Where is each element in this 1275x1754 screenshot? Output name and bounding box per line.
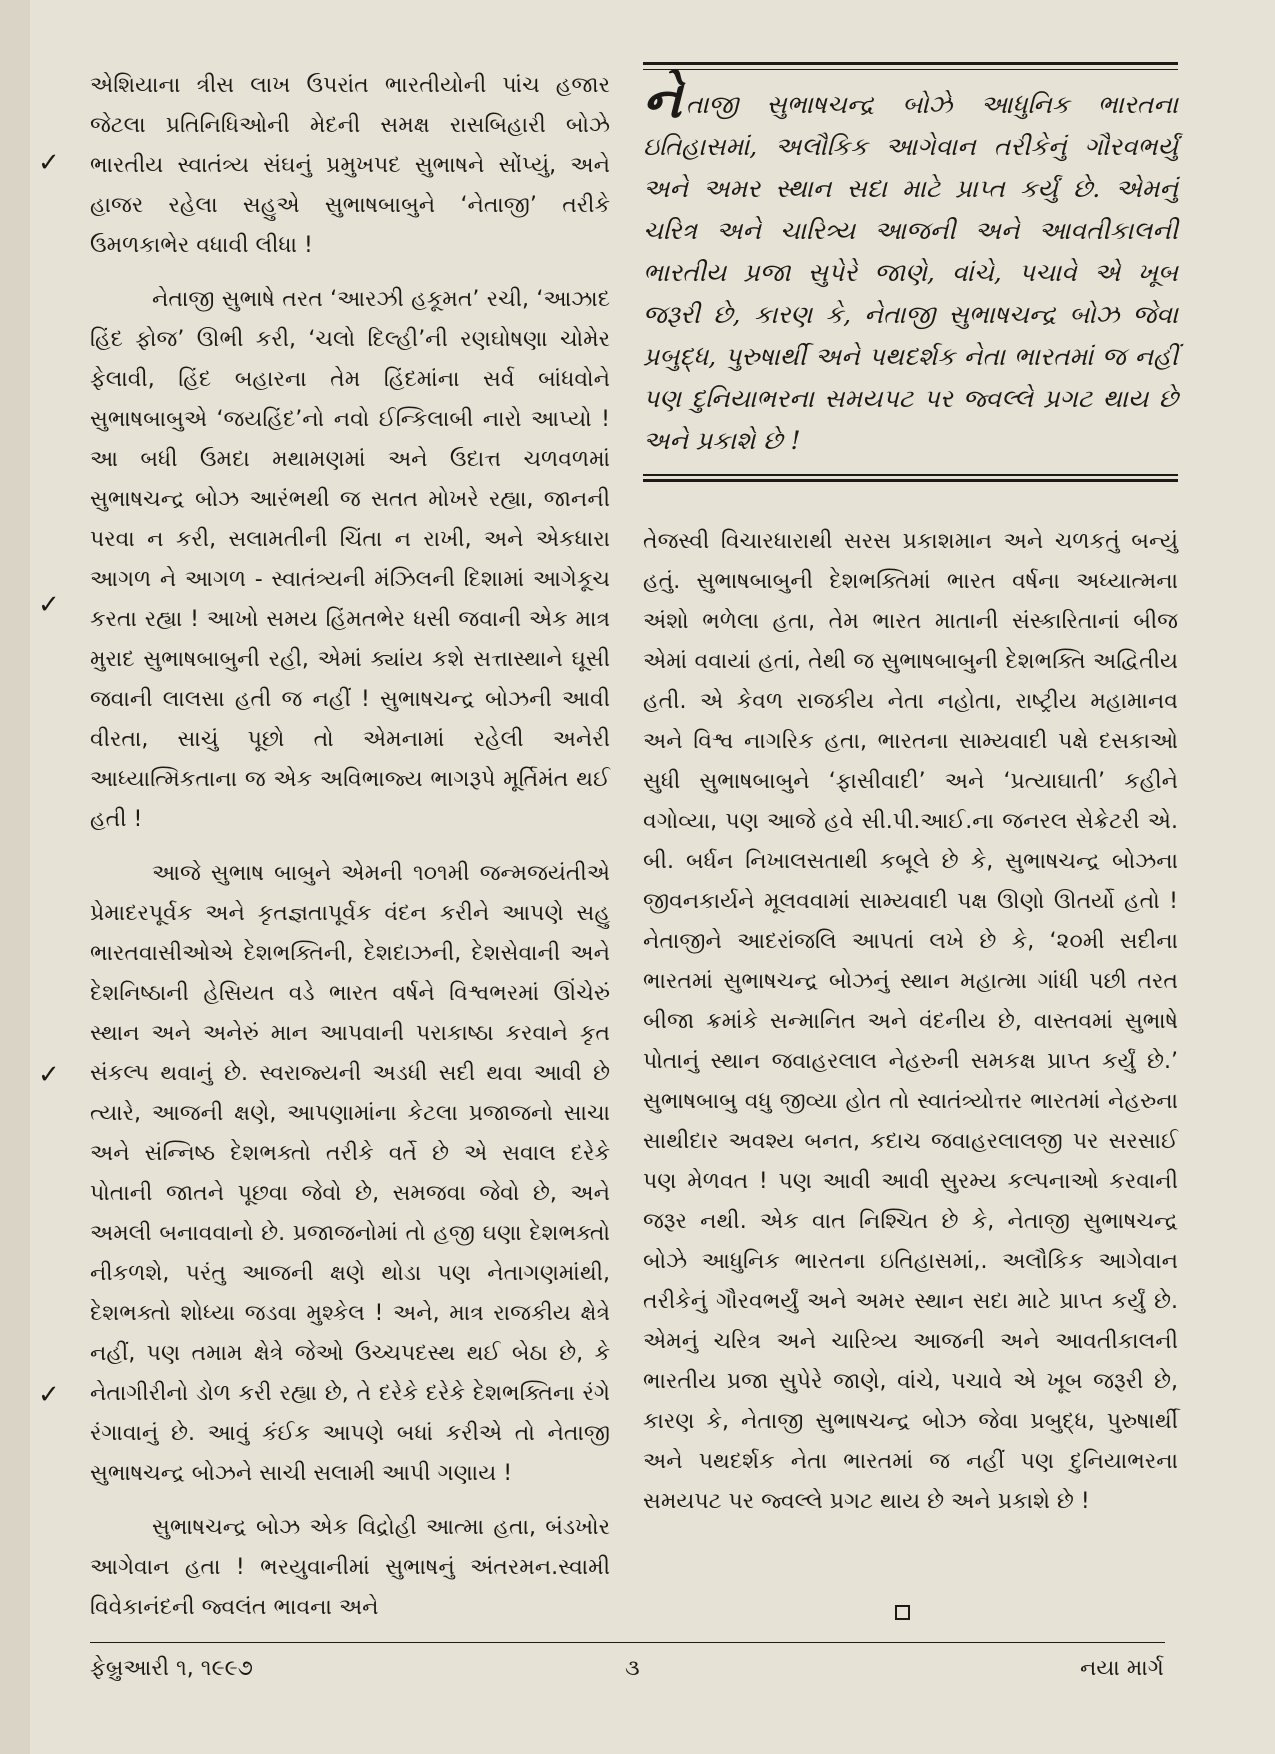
margin-tick-mark: ✓ <box>38 590 60 620</box>
top-rule <box>643 62 1178 65</box>
margin-tick-mark: ✓ <box>38 148 60 178</box>
bottom-rule-thick <box>643 479 1178 482</box>
highlight-box <box>643 62 1178 482</box>
paragraph: તેજસ્વી વિચારધારાથી સરસ પ્રકાશમાન અને ચળકતું બન્યું હતું. સુભાષબાબુની દેશભક્તિમાં ભારત વર્ષના અધ્યાત્મના અંશો ભળેલા હતા, તેમ ભારત માતાની સંસ્કારિતાનાં બીજ એમાં વવાયાં હતાં, તેથી જ સુભાષબાબુની દેશભક્તિ અદ્વિતીય હતી. એ કેવળ રાજકીય નેતા નહોતા, રાષ્ટ્રીય મહામાનવ અને વિશ્વ નાગરિક હતા, ભારતના સામ્યવાદી પક્ષે દસકાઓ સુધી સુભાષબાબુને ‘ફાસીવાદી’ અને ‘પ્રત્યાઘાતી’ કહીને વગોવ્યા, પણ આજે હવે સી.પી.આઈ.ના જનરલ સેક્રેટરી એ. બી. બર્ધન નિખાલસતાથી કબૂલે છે કે, સુભાષચન્દ્ર બોઝના જીવનકાર્યને મૂલવવામાં સામ્યવાદી પક્ષ ઊણો ઊતર્યો હતો ! નેતાજીને આદરાંજલિ આપતાં લખે છે કે, ‘૨૦મી સદીના ભારતમાં સુભાષચન્દ્ર બોઝનું સ્થાન મહાત્મા ગાંધી પછી તરત બીજા ક્રમાંકે સન્માનિત અને વંદનીય છે, વાસ્તવમાં સુભાષે પોતાનું સ્થાન જવાહરલાલ નેહરુની સમકક્ષ પ્રાપ્ત કર્યું છે.’ સુભાષબાબુ વધુ જીવ્યા હોત તો સ્વાતંત્ર્યોત્તર ભારતમાં નેહરુના સાથીદાર અવશ્ય બનત, કદાચ જવાહરલાલજી પર સરસાઈ પણ મેળવત ! પણ આવી આવી સુરમ્ય કલ્પનાઓ કરવાની જરૂર નથી. એક વાત નિશ્ચિત છે કે, નેતાજી સુભાષચન્દ્ર બોઝે આધુનિક ભારતના ઇતિહાસમાં,. અલૌકિક આગેવાન તરીકેનું ગૌરવભર્યું અને અમર સ્થાન સદા માટે પ્રાપ્ત કર્યું છે. એમનું ચરિત્ર અને ચારિત્ર્ય આજની અને આવતીકાલની ભારતીય પ્રજા સુપેરે જાણે, વાંચે, પચાવે એ ખૂબ જરૂરી છે, કારણ કે, નેતાજી સુભાષચન્દ્ર બોઝ જેવા પ્રબુદ્ધ, પુરુષાર્થી અને પથદર્શક નેતા ભારતમાં જ નહીં પણ દુનિયાભરના સમયપટ પર જ્વલ્લે પ્રગટ થાય છે અને પ્રકાશે છે ! <box>643 529 1178 1514</box>
top-rule-thin <box>643 69 1178 70</box>
footer-date: ફેબ્રુઆરી ૧, ૧૯૯૭ <box>90 1656 253 1681</box>
end-mark-icon <box>895 1605 910 1620</box>
highlight-quote <box>643 69 1178 462</box>
paragraph: આજે સુભાષ બાબુને એમની ૧૦૧મી જન્મજયંતીએ પ્રેમાદરપૂર્વક અને કૃતજ્ઞતાપૂર્વક વંદન કરીને આપણે સહુ ભારતવાસીઓએ દેશભક્તિની, દેશદાઝની, દેશસેવાની અને દેશનિષ્ઠાની હેસિયત વડે ભારત વર્ષને વિશ્વભરમાં ઊંચેરું સ્થાન અને અનેરું માન આપવાની પરાકાષ્ઠા કરવાને કૃત સંકલ્પ થવાનું છે. સ્વરાજ્યની અડધી સદી થવા આવી છે ત્યારે, આજની ક્ષણે, આપણામાંના કેટલા પ્રજાજનો સાચા અને સંન્નિષ્ઠ દેશભક્તો તરીકે વર્તે છે એ સવાલ દરેકે પોતાની જાતને પૂછવા જેવો છે, સમજવા જેવો છે, અને અમલી બનાવવાનો છે. પ્રજાજનોમાં તો હજી ઘણા દેશભક્તો નીકળશે, પરંતુ આજની ક્ષણે થોડા પણ નેતાગણમાંથી, દેશભક્તો શોધ્યા જડવા મુશ્કેલ ! અને, માત્ર રાજકીય ક્ષેત્રે નહીં, પણ તમામ ક્ષેત્રે જેઓ ઉચ્ચપદસ્થ થઈ બેઠા છે, કે નેતાગીરીનો ડોળ કરી રહ્યા છે, તે દરેકે દરેકે દેશભક્તિના રંગે રંગાવાનું છે. આવું કંઈક આપણે બધાં કરીએ તો નેતાજી સુભાષચન્દ્ર બોઝને સાચી સલામી આપી ગણાય ! <box>90 861 610 1486</box>
right-column <box>643 522 1178 1536</box>
left-column <box>90 66 610 1642</box>
paragraph: એશિયાના ત્રીસ લાખ ઉપરાંત ભારતીયોની પાંચ હજાર જેટલા પ્રતિનિધિઓની મેદની સમક્ષ રાસબિહારી બોઝે ભારતીય સ્વાતંત્ર્ય સંઘનું પ્રમુખપદ સુભાષને સોંપ્યું, અને હાજર રહેલા સહુએ સુભાષબાબુને ‘નેતાજી’ તરીકે ઉમળકાભેર વધાવી લીધા ! <box>90 73 610 258</box>
paragraph: સુભાષચન્દ્ર બોઝ એક વિદ્રોહી આત્મા હતા, બંડખોર આગેવાન હતા ! ભરયુવાનીમાં સુભાષનું અંતરમન.સ્વામી વિવેકાનંદની જ્વલંત ભાવના અને <box>90 1515 610 1620</box>
margin-tick-mark: ✓ <box>38 1060 60 1090</box>
paragraph: નેતાજી સુભાષે તરત ‘આરઝી હકૂમત’ રચી, ‘આઝાદ હિંદ ફોજ’ ઊભી કરી, ‘ચલો દિલ્હી’ની રણઘોષણા ચોમેર ફેલાવી, હિંદ બહારના તેમ હિંદમાંના સર્વ બાંધવોને સુભાષબાબુએ ‘જયહિંદ’નો નવો ઈન્કિલાબી નારો આપ્યો ! આ બધી ઉમદા મથામણમાં અને ઉદાત્ત ચળવળમાં સુભાષચન્દ્ર બોઝ આરંભથી જ સતત મોખરે રહ્યા, જાનની પરવા ન કરી, સલામતીની ચિંતા ન રાખી, અને એકધારા આગળ ને આગળ - સ્વાતંત્ર્યની મંઝિલની દિશામાં આગેકૂચ કરતા રહ્યા ! આખો સમય હિંમતભેર ધસી જવાની એક માત્ર મુરાદ સુભાષબાબુની રહી, એમાં ક્યાંય કશે સત્તાસ્થાને ઘૂસી જવાની લાલસા હતી જ નહીં ! સુભાષચન્દ્ર બોઝની આવી વીરતા, સાચું પૂછો તો એમનામાં રહેલી અનેરી આધ્યાત્મિકતાના જ એક અવિભાજ્ય ભાગરૂપે મૂર્તિમંત થઈ હતી ! <box>90 287 610 832</box>
page-edge <box>0 0 30 1754</box>
bottom-rule <box>643 474 1178 476</box>
magazine-name: નયા માર્ગ <box>1080 1656 1164 1681</box>
page-number: ૩ <box>625 1656 640 1681</box>
highlight-text: તાજી સુભાષચન્દ્ર બોઝે આધુનિક ભારતના ઇતિહાસમાં, અલૌકિક આગેવાન તરીકેનું ગૌરવભર્યું અને અમર સ્થાન સદા માટે પ્રાપ્ત કર્યું છે. એમનું ચરિત્ર અને ચારિત્ર્ય આજની અને આવતીકાલની ભારતીય પ્રજા સુપેરે જાણે, વાંચે, પચાવે એ ખૂબ જરૂરી છે, કારણ કે, નેતાજી સુભાષચન્દ્ર બોઝ જેવા પ્રબુદ્ધ, પુરુષાર્થી અને પથદર્શક નેતા ભારતમાં જ નહીં પણ દુનિયાભરના સમયપટ પર જ્વલ્લે પ્રગટ થાય છે અને પ્રકાશે છે ! <box>643 90 1178 455</box>
footer-rule <box>90 1642 1165 1643</box>
margin-tick-mark: ✓ <box>38 1380 60 1410</box>
drop-cap: ને <box>643 69 682 130</box>
